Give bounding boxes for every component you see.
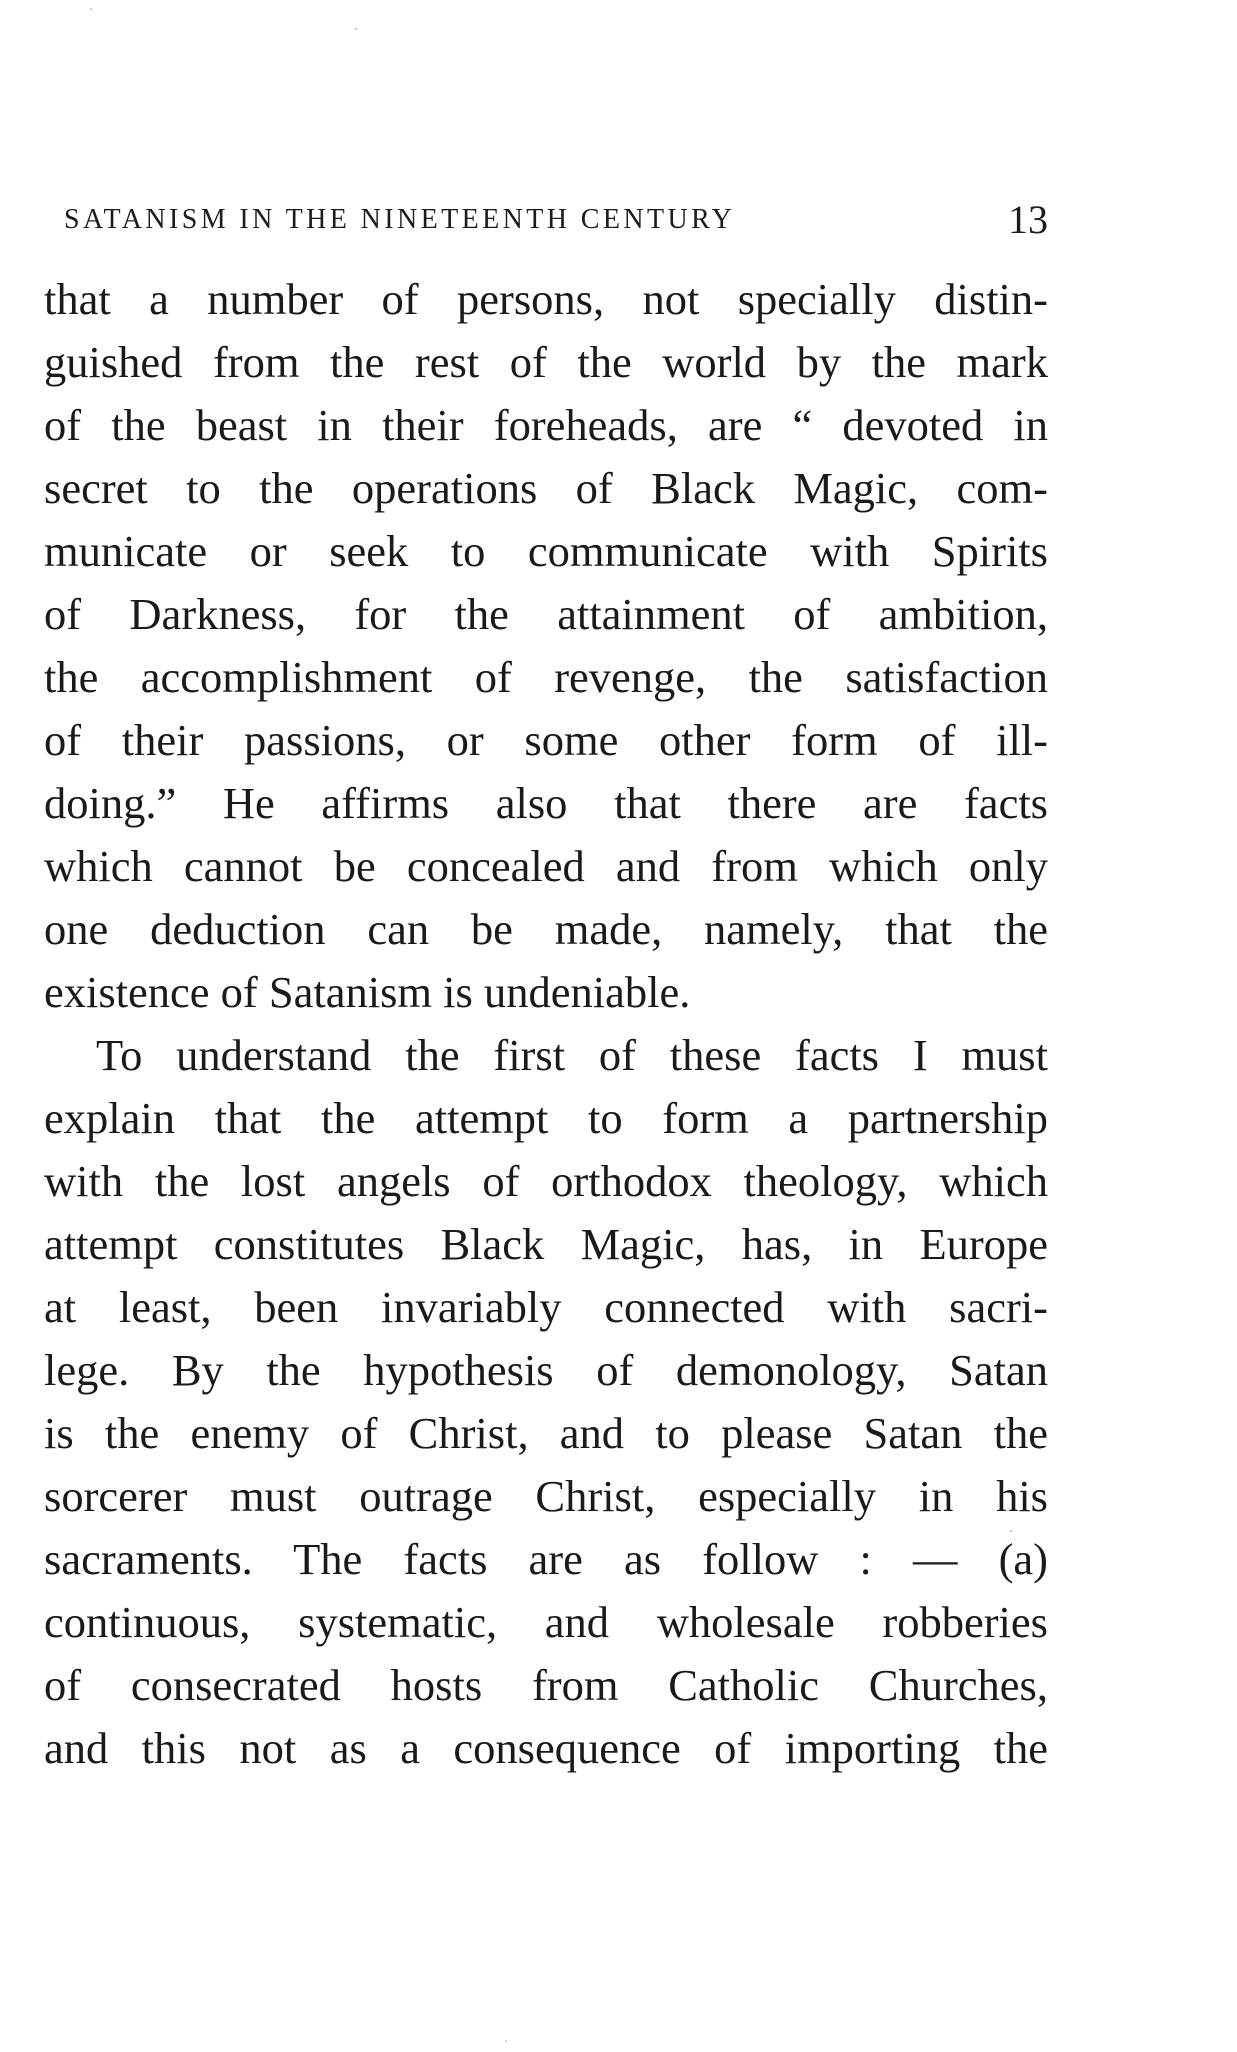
page-number: 13 [1008,197,1048,242]
text-line: lege. By the hypothesis of demonology, Satan [44,1345,1048,1395]
running-head [64,196,1048,242]
text-line: of Darkness, for the attainment of ambition, [44,589,1048,639]
text-line: at least, been invariably connected with sacri- [44,1282,1048,1332]
text-line: is the enemy of Christ, and to please Satan the [44,1408,1048,1458]
paper-speck [505,2040,507,2042]
text-line: which cannot be concealed and from which only [44,841,1048,891]
text-line: sacraments. The facts are as follow : — (a) [44,1534,1048,1584]
paper-speck [355,28,357,30]
text-line: To understand the first of these facts I must [96,1030,1048,1080]
text-line: continuous, systematic, and wholesale robberies [44,1597,1048,1647]
text-line: of the beast in their foreheads, are “ devoted in [44,400,1048,450]
text-line: of their passions, or some other form of ill- [44,715,1048,765]
text-line: one deduction can be made, namely, that the [44,904,1048,954]
body-text [44,268,1048,1780]
text-line: explain that the attempt to form a partnership [44,1093,1048,1143]
text-line: the accomplishment of revenge, the satisfaction [44,652,1048,702]
text-line: secret to the operations of Black Magic, com- [44,463,1048,513]
running-title: SATANISM IN THE NINETEENTH CENTURY [64,204,736,235]
text-line: doing.” He affirms also that there are facts [44,778,1048,828]
paragraph-1 [44,268,1048,1024]
text-line: of consecrated hosts from Catholic Churches, [44,1660,1048,1710]
paper-speck [90,8,92,10]
text-line: with the lost angels of orthodox theology, which [44,1156,1048,1206]
text-line: and this not as a consequence of importing the [44,1723,1048,1773]
text-line: that a number of persons, not specially distin- [44,274,1048,324]
text-line: sorcerer must outrage Christ, especially in his [44,1471,1048,1521]
text-line: municate or seek to communicate with Spirits [44,526,1048,576]
paragraph-2 [44,1024,1048,1780]
text-line: guished from the rest of the world by the mark [44,337,1048,387]
text-line: attempt constitutes Black Magic, has, in Europe [44,1219,1048,1269]
text-line: existence of Satanism is undeniable. [44,967,691,1017]
